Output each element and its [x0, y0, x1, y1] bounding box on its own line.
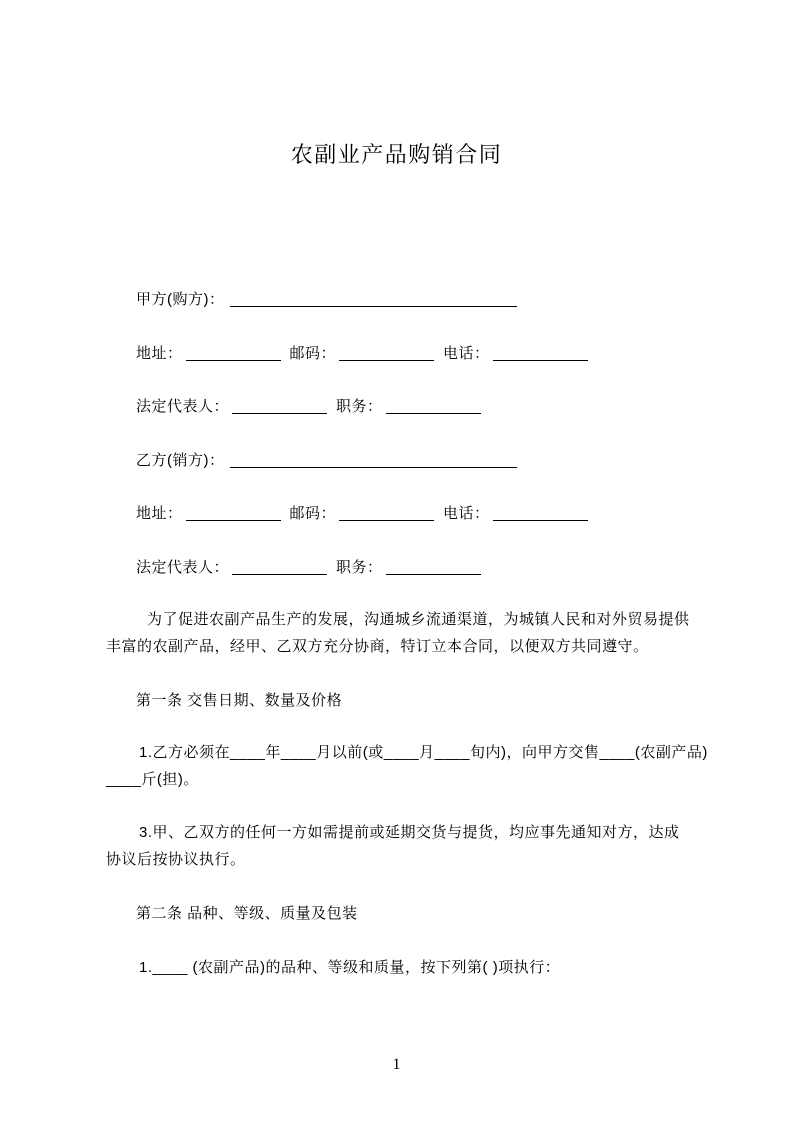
party-b-phone-label: 电话：: [443, 505, 490, 522]
party-a-position-blank: [386, 398, 481, 414]
article-1-clause-3-line-1: 3.甲、乙双方的任何一方如需提前或延期交货与提货，均应事先通知对方，达成: [139, 824, 680, 841]
party-a-name-blank: [230, 291, 517, 307]
preamble-line-2: 丰富的农副产品，经甲、乙双方充分协商，特订立本合同，以便双方共同遵守。: [106, 638, 649, 655]
party-b-representative-blank: [232, 559, 327, 575]
preamble-line-1: 为了促进农副产品生产的发展，沟通城乡流通渠道，为城镇人民和对外贸易提供: [147, 611, 690, 628]
article-2-heading: 第二条 品种、等级、质量及包装: [136, 905, 358, 922]
party-a-address-blank: [186, 345, 281, 361]
party-b-representative-label: 法定代表人：: [136, 559, 230, 576]
article-2-clause-1: 1.____ (农副产品)的品种、等级和质量，按下列第( )项执行：: [139, 959, 561, 976]
article-1-clause-3-line-2: 协议后按协议执行。: [106, 851, 246, 868]
article-1-clause-1-line-2: ____斤(担)。: [106, 771, 199, 788]
party-a-representative-blank: [232, 398, 327, 414]
party-a-representative-label: 法定代表人：: [136, 398, 230, 415]
party-a-phone-blank: [493, 345, 588, 361]
party-b-position-label: 职务：: [336, 559, 383, 576]
party-b-address-blank: [186, 505, 281, 521]
article-1-clause-1-line-1: 1.乙方必须在____年____月以前(或____月____旬内)，向甲方交售____(农副产品): [139, 744, 708, 761]
party-b-postcode-label: 邮码：: [289, 505, 337, 522]
party-b-name-line: [136, 451, 517, 471]
party-b-position-blank: [386, 559, 481, 575]
party-a-name-label: 甲方(购方)：: [136, 291, 225, 308]
party-a-postcode-label: 邮码：: [289, 345, 337, 362]
party-b-name-blank: [230, 452, 517, 468]
party-b-representative-line: [136, 558, 481, 578]
party-a-contact-line: [136, 344, 588, 364]
party-b-name-label: 乙方(销方)：: [136, 452, 225, 469]
document-title: 农副业产品购销合同: [290, 142, 503, 167]
article-1-heading: 第一条 交售日期、数量及价格: [136, 692, 343, 709]
party-a-position-label: 职务：: [336, 398, 383, 415]
party-a-address-label: 地址：: [136, 345, 183, 362]
party-b-postcode-blank: [339, 505, 434, 521]
page-number: 1: [392, 1056, 401, 1073]
party-a-name-line: [136, 290, 517, 310]
party-a-representative-line: [136, 397, 481, 417]
party-b-contact-line: [136, 504, 588, 524]
party-b-address-label: 地址：: [136, 505, 183, 522]
party-b-phone-blank: [493, 505, 588, 521]
party-a-phone-label: 电话：: [443, 345, 490, 362]
party-a-postcode-blank: [339, 345, 434, 361]
